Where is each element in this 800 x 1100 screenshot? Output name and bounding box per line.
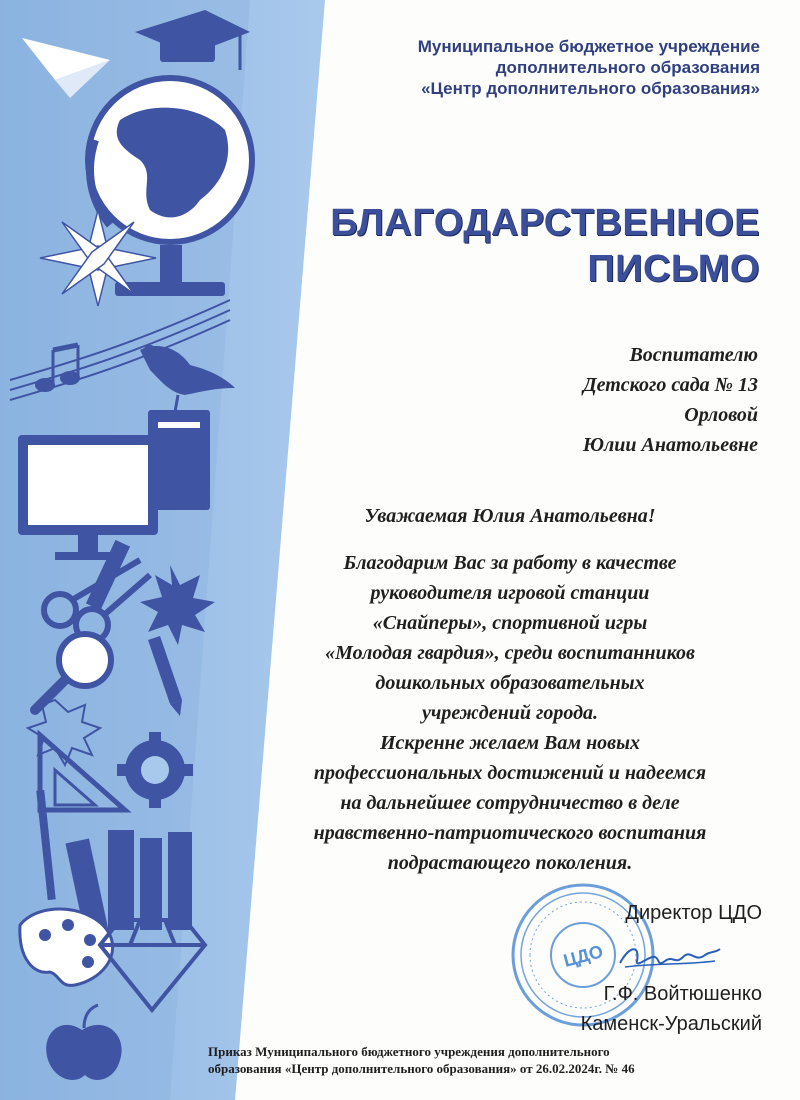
handwritten-signature: [615, 935, 725, 975]
recipient-line-3: Орловой: [684, 404, 758, 426]
title-line-1: БЛАГОДАРСТВЕННОЕ: [330, 202, 760, 244]
signatory-name: Г.Ф. Войтюшенко: [603, 983, 762, 1005]
body-line: нравственно-патриотического воспитания: [313, 822, 707, 844]
recipient-line-4: Юлии Анатольевне: [582, 434, 758, 456]
body-line: дошкольных образовательных: [375, 672, 645, 694]
salutation: Уважаемая Юлия Анатольевна!: [364, 505, 656, 527]
recipient-block: [398, 340, 758, 460]
footer-line-1: Приказ Муниципального бюджетного учреждения дополнительного: [208, 1044, 610, 1059]
title-line-2: ПИСЬМО: [587, 248, 760, 290]
document-title: [290, 200, 760, 292]
signatory-title: Директор ЦДО: [625, 902, 762, 924]
body-line: профессиональных достижений и надеемся: [313, 762, 707, 784]
org-line-3: «Центр дополнительного образования»: [421, 79, 760, 98]
body-line: на дальнейшее сотрудничество в деле: [340, 792, 680, 814]
body-line: «Снайперы», спортивной игры: [372, 612, 648, 634]
body-line: Благодарим Вас за работу в качестве: [343, 552, 677, 574]
recipient-line-2: Детского сада № 13: [582, 374, 758, 396]
order-footer: [208, 1043, 678, 1077]
footer-line-2: образования «Центр дополнительного образования» от 26.02.2024г. № 46: [208, 1061, 635, 1076]
body-line: учреждений города.: [422, 702, 598, 724]
body-line: руководителя игровой станции: [370, 582, 650, 604]
org-line-2: дополнительного образования: [495, 58, 760, 77]
letter-body: [245, 548, 775, 878]
body-line: Искренне желаем Вам новых: [380, 732, 640, 754]
computer-tower-icon: [148, 410, 210, 510]
body-line: «Молодая гвардия», среди воспитанников: [325, 642, 695, 664]
body-line: подрастающего поколения.: [387, 852, 633, 874]
city-name: Каменск-Уральский: [580, 1013, 762, 1035]
organization-header: [320, 36, 760, 99]
stamp-center-text: ЦДО: [561, 941, 606, 971]
recipient-line-1: Воспитателю: [629, 344, 758, 366]
org-line-1: Муниципальное бюджетное учреждение: [417, 37, 760, 56]
